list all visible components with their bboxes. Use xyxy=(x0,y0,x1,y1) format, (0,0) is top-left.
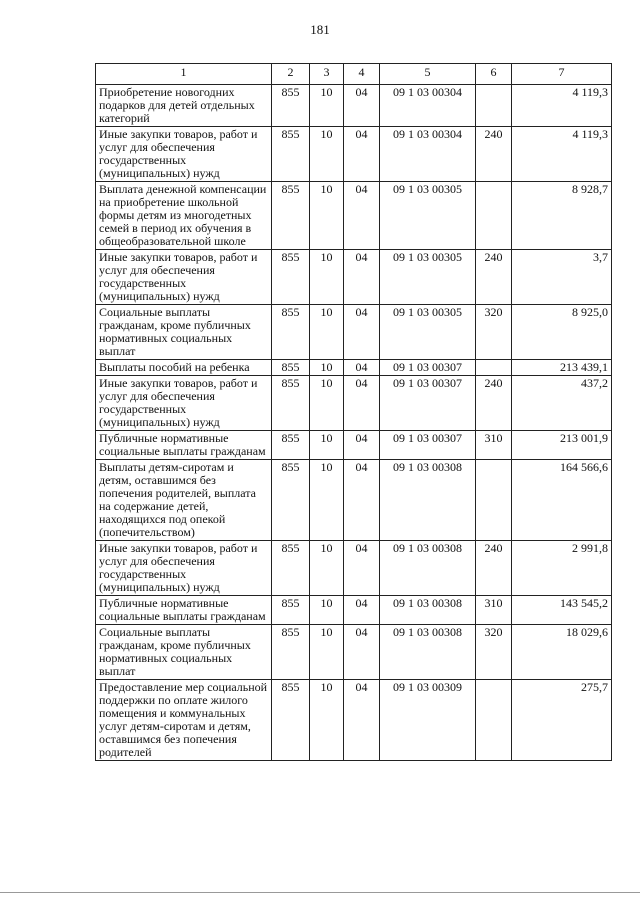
cell-name: Выплаты детям-сиротам и детям, оставшимся без попечения родителей, выплата на содержание детей, находящихся под опекой (попечительством) xyxy=(96,460,272,541)
page-number: 181 xyxy=(310,22,330,37)
cell-rz: 10 xyxy=(310,541,344,596)
cell-gr: 855 xyxy=(272,541,310,596)
cell-gr: 855 xyxy=(272,460,310,541)
cell-pr: 04 xyxy=(344,182,380,250)
cell-csr: 09 1 03 00305 xyxy=(380,250,476,305)
cell-csr: 09 1 03 00309 xyxy=(380,680,476,761)
cell-name: Публичные нормативные социальные выплаты гражданам xyxy=(96,596,272,625)
cell-pr: 04 xyxy=(344,250,380,305)
cell-csr: 09 1 03 00308 xyxy=(380,596,476,625)
cell-sum: 3,7 xyxy=(512,250,612,305)
cell-csr: 09 1 03 00304 xyxy=(380,85,476,127)
cell-pr: 04 xyxy=(344,85,380,127)
cell-pr: 04 xyxy=(344,305,380,360)
header-col-7: 7 xyxy=(512,64,612,85)
cell-pr: 04 xyxy=(344,625,380,680)
cell-vr xyxy=(476,360,512,376)
cell-gr: 855 xyxy=(272,250,310,305)
cell-vr: 240 xyxy=(476,250,512,305)
cell-name: Социальные выплаты гражданам, кроме публичных нормативных социальных выплат xyxy=(96,625,272,680)
cell-vr xyxy=(476,680,512,761)
cell-sum: 275,7 xyxy=(512,680,612,761)
cell-gr: 855 xyxy=(272,596,310,625)
cell-sum: 164 566,6 xyxy=(512,460,612,541)
cell-vr: 240 xyxy=(476,127,512,182)
cell-vr: 310 xyxy=(476,596,512,625)
cell-vr: 320 xyxy=(476,305,512,360)
cell-sum: 2 991,8 xyxy=(512,541,612,596)
cell-rz: 10 xyxy=(310,305,344,360)
cell-sum: 8 925,0 xyxy=(512,305,612,360)
cell-sum: 437,2 xyxy=(512,376,612,431)
cell-sum: 213 001,9 xyxy=(512,431,612,460)
cell-name: Иные закупки товаров, работ и услуг для обеспечения государственных (муниципальных) нужд xyxy=(96,541,272,596)
cell-gr: 855 xyxy=(272,127,310,182)
cell-vr: 240 xyxy=(476,376,512,431)
cell-sum: 143 545,2 xyxy=(512,596,612,625)
cell-gr: 855 xyxy=(272,625,310,680)
table-row xyxy=(96,431,612,460)
cell-csr: 09 1 03 00308 xyxy=(380,541,476,596)
cell-vr xyxy=(476,460,512,541)
cell-csr: 09 1 03 00308 xyxy=(380,460,476,541)
cell-rz: 10 xyxy=(310,85,344,127)
header-col-3: 3 xyxy=(310,64,344,85)
cell-rz: 10 xyxy=(310,376,344,431)
cell-sum: 213 439,1 xyxy=(512,360,612,376)
cell-name: Иные закупки товаров, работ и услуг для обеспечения государственных (муниципальных) нужд xyxy=(96,127,272,182)
cell-csr: 09 1 03 00307 xyxy=(380,360,476,376)
cell-pr: 04 xyxy=(344,460,380,541)
cell-sum: 4 119,3 xyxy=(512,85,612,127)
cell-rz: 10 xyxy=(310,460,344,541)
cell-name: Иные закупки товаров, работ и услуг для обеспечения государственных (муниципальных) нужд xyxy=(96,376,272,431)
table-row xyxy=(96,360,612,376)
header-col-6: 6 xyxy=(476,64,512,85)
cell-gr: 855 xyxy=(272,431,310,460)
cell-gr: 855 xyxy=(272,680,310,761)
cell-name: Публичные нормативные социальные выплаты гражданам xyxy=(96,431,272,460)
cell-name: Иные закупки товаров, работ и услуг для обеспечения государственных (муниципальных) нужд xyxy=(96,250,272,305)
cell-rz: 10 xyxy=(310,360,344,376)
cell-pr: 04 xyxy=(344,127,380,182)
cell-rz: 10 xyxy=(310,127,344,182)
header-col-5: 5 xyxy=(380,64,476,85)
table-row xyxy=(96,182,612,250)
table-row xyxy=(96,596,612,625)
cell-name: Приобретение новогодних подарков для детей отдельных категорий xyxy=(96,85,272,127)
cell-rz: 10 xyxy=(310,625,344,680)
header-row xyxy=(96,64,612,85)
cell-pr: 04 xyxy=(344,360,380,376)
cell-rz: 10 xyxy=(310,182,344,250)
table-row xyxy=(96,680,612,761)
table-row xyxy=(96,541,612,596)
scan-bottom-edge xyxy=(0,892,640,893)
cell-sum: 18 029,6 xyxy=(512,625,612,680)
cell-csr: 09 1 03 00305 xyxy=(380,182,476,250)
table-row xyxy=(96,625,612,680)
table-row xyxy=(96,85,612,127)
table-row xyxy=(96,250,612,305)
cell-gr: 855 xyxy=(272,85,310,127)
cell-rz: 10 xyxy=(310,680,344,761)
cell-gr: 855 xyxy=(272,182,310,250)
cell-csr: 09 1 03 00307 xyxy=(380,376,476,431)
cell-name: Выплаты пособий на ребенка xyxy=(96,360,272,376)
cell-sum: 8 928,7 xyxy=(512,182,612,250)
cell-vr: 320 xyxy=(476,625,512,680)
cell-gr: 855 xyxy=(272,360,310,376)
cell-name: Социальные выплаты гражданам, кроме публичных нормативных социальных выплат xyxy=(96,305,272,360)
cell-name: Предоставление мер социальной поддержки по оплате жилого помещения и коммунальных услуг детям-сиротам и детям, оставшимся без попечения родителей xyxy=(96,680,272,761)
table-row xyxy=(96,376,612,431)
header-col-4: 4 xyxy=(344,64,380,85)
table-row xyxy=(96,305,612,360)
cell-vr xyxy=(476,85,512,127)
header-col-2: 2 xyxy=(272,64,310,85)
cell-rz: 10 xyxy=(310,596,344,625)
budget-table xyxy=(95,63,612,761)
cell-csr: 09 1 03 00305 xyxy=(380,305,476,360)
cell-pr: 04 xyxy=(344,541,380,596)
cell-pr: 04 xyxy=(344,431,380,460)
table-body xyxy=(96,85,612,761)
cell-vr: 310 xyxy=(476,431,512,460)
cell-csr: 09 1 03 00307 xyxy=(380,431,476,460)
cell-pr: 04 xyxy=(344,680,380,761)
cell-sum: 4 119,3 xyxy=(512,127,612,182)
cell-gr: 855 xyxy=(272,376,310,431)
header-col-1: 1 xyxy=(96,64,272,85)
table-row xyxy=(96,127,612,182)
cell-vr: 240 xyxy=(476,541,512,596)
cell-pr: 04 xyxy=(344,376,380,431)
table-row xyxy=(96,460,612,541)
cell-csr: 09 1 03 00304 xyxy=(380,127,476,182)
cell-rz: 10 xyxy=(310,250,344,305)
cell-rz: 10 xyxy=(310,431,344,460)
cell-gr: 855 xyxy=(272,305,310,360)
cell-csr: 09 1 03 00308 xyxy=(380,625,476,680)
cell-pr: 04 xyxy=(344,596,380,625)
cell-vr xyxy=(476,182,512,250)
cell-name: Выплата денежной компенсации на приобретение школьной формы детям из многодетных семей в период их обучения в общеобразовательной школе xyxy=(96,182,272,250)
